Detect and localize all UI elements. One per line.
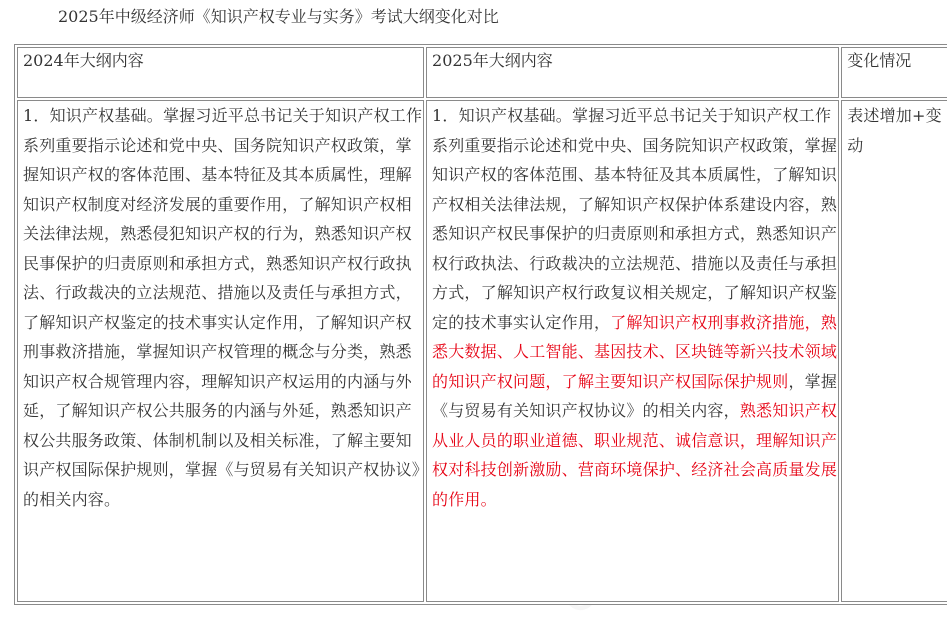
text-2025-unchanged-1: 1．知识产权基础。掌握习近平总书记关于知识产权工作系列重要指示论述和党中央、国务院知识产权政策，掌握知识产权的客体范围、基本特征及其本质属性，了解知识产权相关法律法规，了解知识产权保护体系建设内容，熟悉知识产权民事保护的归责原则和承担方式，熟悉知识产权行政执法、行政裁决的立法规范、措施以及责任与承担方式，了解知识产权行政复议相关规定，了解知识产权鉴定的技术事实认定作用， bbox=[432, 106, 838, 332]
page-title: 2025年中级经济师《知识产权专业与实务》考试大纲变化对比 bbox=[58, 7, 499, 26]
cell-2024-content bbox=[17, 100, 424, 602]
text-2025-unchanged-2: ，掌握《与贸易有关知识产权协议》的相关内容， bbox=[432, 371, 838, 420]
text-2025-outline bbox=[432, 101, 838, 514]
cell-change-status bbox=[841, 100, 947, 602]
text-2025-added-1: 了解知识产权刑事救济措施，熟悉大数据、人工智能、基因技术、区块链等新兴技术领域的知识产权问题，了解主要知识产权国际保护规则 bbox=[432, 312, 838, 391]
header-change-status: 变化情况 bbox=[841, 47, 947, 98]
text-2025-added-2: 熟悉知识产权从业人员的职业道德、职业规范、诚信意识，理解知识产权对科技创新激励、营商环境保护、经济社会高质量发展的作用。 bbox=[432, 401, 838, 509]
cell-2025-content bbox=[426, 100, 839, 602]
text-2024-outline: 1．知识产权基础。掌握习近平总书记关于知识产权工作系列重要指示论述和党中央、国务院知识产权政策，掌握知识产权的客体范围、基本特征及其本质属性，理解知识产权制度对经济发展的重要作用，了解知识产权相关法律法规，熟悉侵犯知识产权的行为，熟悉知识产权民事保护的归责原则和承担方式，熟悉知识产权行政执法、行政裁决的立法规范、措施以及责任与承担方式，了解知识产权鉴定的技术事实认定作用，了解知识产权刑事救济措施，掌握知识产权管理的概念与分类，熟悉知识产权合规管理内容，理解知识产权运用的内涵与外延，了解知识产权公共服务的内涵与外延，熟悉知识产权公共服务政策、体制机制以及相关标准，了解主要知识产权国际保护规则，掌握《与贸易有关知识产权协议》的相关内容。 bbox=[23, 106, 423, 509]
outline-comparison-table bbox=[14, 44, 947, 605]
text-change-status: 表述增加+变动 bbox=[847, 106, 942, 155]
table-row bbox=[17, 100, 947, 602]
header-2024-outline: 2024年大纲内容 bbox=[17, 47, 424, 98]
header-2025-outline: 2025年大纲内容 bbox=[426, 47, 839, 98]
table-header-row bbox=[17, 47, 947, 98]
